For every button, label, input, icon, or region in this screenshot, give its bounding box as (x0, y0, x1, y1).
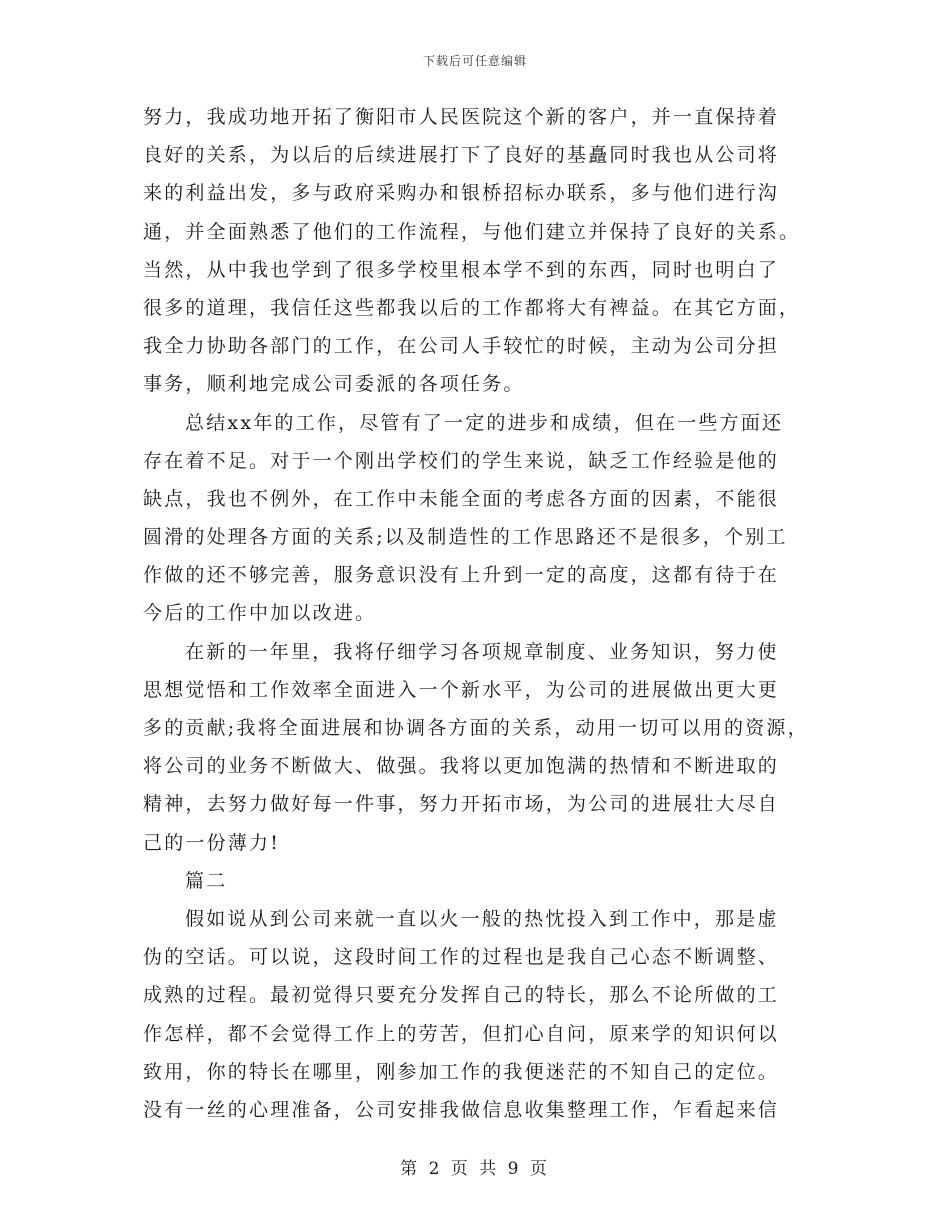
text-line: 圆滑的处理各方面的关系;以及制造性的工作思路还不是很多，个别工 (143, 526, 788, 549)
text-line: 假如说从到公司来就一直以火一般的热忱投入到工作中，那是虚 (185, 907, 779, 930)
text-line: 己的一份薄力! (143, 831, 281, 854)
text-line: 伪的空话。可以说，这段时间工作的过程也是我自己心态不断调整、 (143, 946, 780, 969)
text-line: 致用，你的特长在哪里，刚参加工作的我便迷茫的不知自己的定位。 (143, 1060, 780, 1083)
text-line: 我全力协助各部门的工作，在公司人手较忙的时候，主动为公司分担 (143, 335, 780, 358)
text-line: 努力，我成功地开拓了衡阳市人民医院这个新的客户，并一直保持着 (143, 106, 780, 128)
text-line: 今后的工作中加以改进。 (143, 602, 377, 625)
page-footer: 第 2 页 共 9 页 (400, 1159, 550, 1179)
text-line: 通，并全面熟悉了他们的工作流程，与他们建立并保持了良好的关系。 (143, 220, 801, 243)
text-line: 缺点，我也不例外，在工作中未能全面的考虑各方面的因素，不能很 (143, 487, 780, 510)
text-line: 多的贡献;我将全面进展和协调各方面的关系，动用一切可以用的资源， (143, 717, 809, 739)
text-line: 当然，从中我也学到了很多学校里根本学不到的东西，同时也明白了 (143, 258, 780, 281)
page-header: 下载后可任意编辑 (422, 54, 527, 68)
text-line: 思想觉悟和工作效率全面进入一个新水平，为公司的进展做出更大更 (143, 678, 780, 701)
text-line: 精神，去努力做好每一件事，努力开拓市场，为公司的进展壮大尽自 (143, 793, 780, 816)
text-line: 存在着不足。对于一个刚出学校们的学生来说，缺乏工作经验是他的 (143, 449, 780, 472)
text-line: 良好的关系，为以后的后续进展打下了良好的基矗同时我也从公司将 (143, 144, 780, 167)
text-line: 作怎样，都不会觉得工作上的劳苦，但扪心自问，原来学的知识何以 (143, 1022, 780, 1045)
text-line: 在新的一年里，我将仔细学习各项规章制度、业务知识，努力使 (185, 640, 779, 663)
text-line: 事务，顺利地完成公司委派的各项任务。 (143, 373, 525, 396)
text-line: 作做的还不够完善，服务意识没有上升到一定的高度，这都有待于在 (143, 564, 780, 587)
text-line: 将公司的业务不断做大、做强。我将以更加饱满的热情和不断进取的 (143, 755, 780, 778)
text-line: 来的利益出发，多与政府采购办和银桥招标办联系，多与他们进行沟 (143, 182, 780, 205)
text-line: 篇二 (185, 869, 228, 892)
text-line: 没有一丝的心理准备，公司安排我做信息收集整理工作，乍看起来信 (143, 1098, 780, 1121)
document-body (143, 98, 807, 1129)
text-line: 总结xx年的工作，尽管有了一定的进步和成绩，但在一些方面还 (185, 411, 784, 434)
text-line: 成熟的过程。最初觉得只要充分发挥自己的特长，那么不论所做的工 (143, 984, 780, 1007)
text-line: 很多的道理，我信任这些都我以后的工作都将大有裨益。在其它方面， (143, 296, 801, 319)
